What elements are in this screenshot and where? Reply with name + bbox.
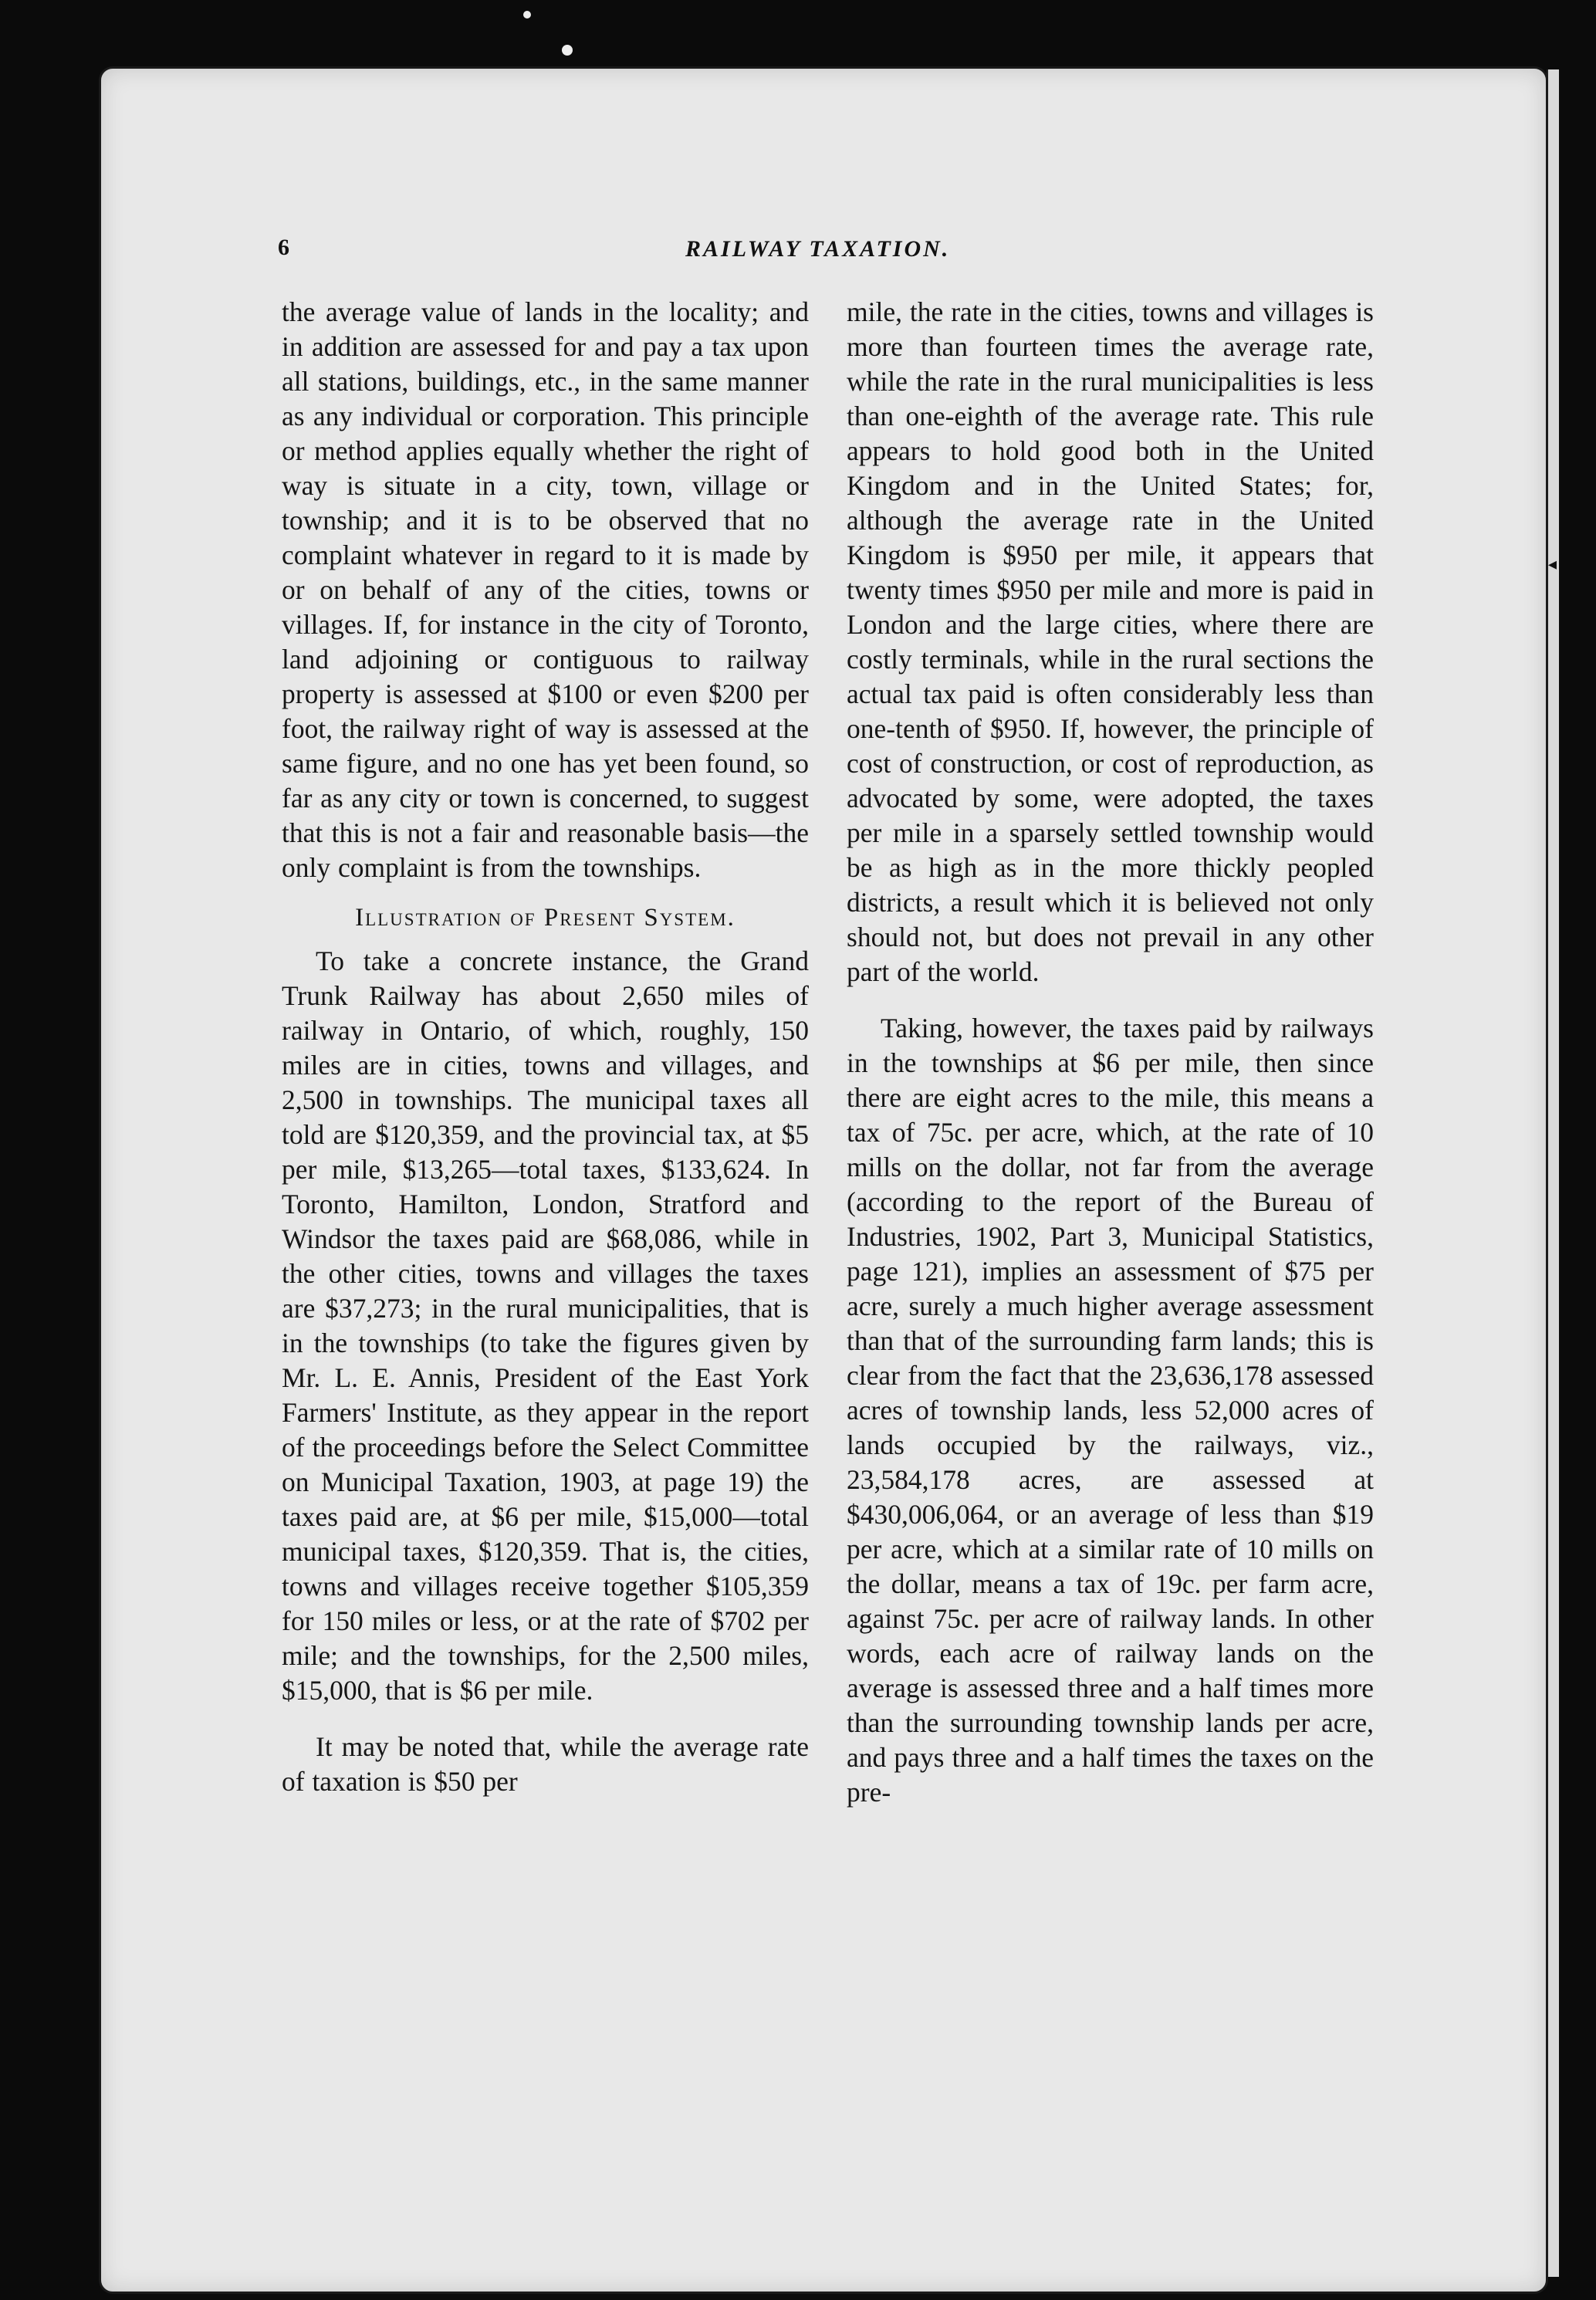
page-number: 6: [278, 235, 289, 260]
binding-hole: [523, 11, 531, 19]
right-column: [847, 295, 1374, 2085]
section-heading: Illustration of Present System.: [355, 904, 735, 932]
right-paragraph-2: Taking, however, the taxes paid by railways in the townships at $6 per mile, then since there are eight acres to the mile, this means a tax of 75c. per acre, which, at the rate of 10 mills on the dollar, not far from the average (according to the report of the Bureau of Industries, 1902, Part 3, Municipal Statistics, page 121), implies an assessment of $75 per acre, surely a much higher average assessment than that of the surrounding farm lands; this is clear from the fact that the 23,636,178 assessed acres of township lands, less 52,000 acres of lands occupied by the railways, viz., 23,584,178 acres, are assessed at $430,006,064, or an average of less than $19 per acre, which at a similar rate of 10 mills on the dollar, means a tax of 19c. per farm acre, against 75c. per acre of railway lands. In other words, each acre of railway lands on the average is assessed three and a half times more than the surrounding township lands per acre, and pays three and a half times the taxes on the pre-: [847, 1013, 1374, 1808]
margin-mark-icon: ◂: [1548, 554, 1557, 573]
binding-hole: [562, 45, 573, 56]
right-paragraph-1: mile, the rate in the cities, towns and villages is more than fourteen times the average rate, while the rate in the rural municipalities is less than one-eighth of the average rate. This rule appears to hold good both in the United Kingdom and in the United States; for, although the average rate in the United Kingdom is $950 per mile, it appears that twenty times $950 per mile and more is paid in London and the large cities, where there are costly terminals, while in the rural sections the actual tax paid is often considerably less than one-tenth of $950. If, however, the principle of cost of construction, or cost of reproduction, as advocated by some, were adopted, the taxes per mile in a sparsely settled township would be as high as in the more thickly peopled districts, a result which it is believed not only should not, but does not prevail in any other part of the world.: [847, 296, 1374, 987]
left-paragraph-3: It may be noted that, while the average rate of taxation is $50 per: [282, 1731, 809, 1797]
left-paragraph-1: the average value of lands in the locality; and in addition are assessed for and pay a tax upon all stations, buildings, etc., in the same manner as any individual or corporation. This principle or method applies equally whether the right of way is situate in a city, town, village or township; and it is to be observed that no complaint whatever in regard to it is made by or on behalf of any of the cities, towns or villages. If, for instance in the city of Toronto, land adjoining or contiguous to railway property is assessed at $100 or even $200 per foot, the railway right of way is assessed at the same figure, and no one has yet been found, so far as any city or town is concerned, to suggest that this is not a fair and reasonable basis—the only complaint is from the townships.: [282, 296, 809, 883]
running-head: RAILWAY TAXATION.: [685, 236, 951, 262]
left-paragraph-2: To take a concrete instance, the Grand Trunk Railway has about 2,650 miles of railway in Ontario, of which, roughly, 150 miles are in cities, towns and villages, and 2,500 in townships. The municipal taxes all told are $120,359, and the provincial tax, at $5 per mile, $13,265—total taxes, $133,624. In Toronto, Hamilton, London, Stratford and Windsor the taxes paid are $68,086, while in the other cities, towns and villages the taxes are $37,273; in the rural municipalities, that is in the townships (to take the figures given by Mr. L. E. Annis, President of the East York Farmers' Institute, as they appear in the report of the proceedings before the Select Committee on Municipal Taxation, 1903, at page 19) the taxes paid are, at $6 per mile, $15,000—total municipal taxes, $120,359. That is, the cities, towns and villages receive together $105,359 for 150 miles or less, or at the rate of $702 per mile; and the townships, for the 2,500 miles, $15,000, that is $6 per mile.: [282, 945, 809, 1706]
left-column: [282, 295, 809, 2085]
adjacent-page-edge: [1547, 69, 1559, 2277]
